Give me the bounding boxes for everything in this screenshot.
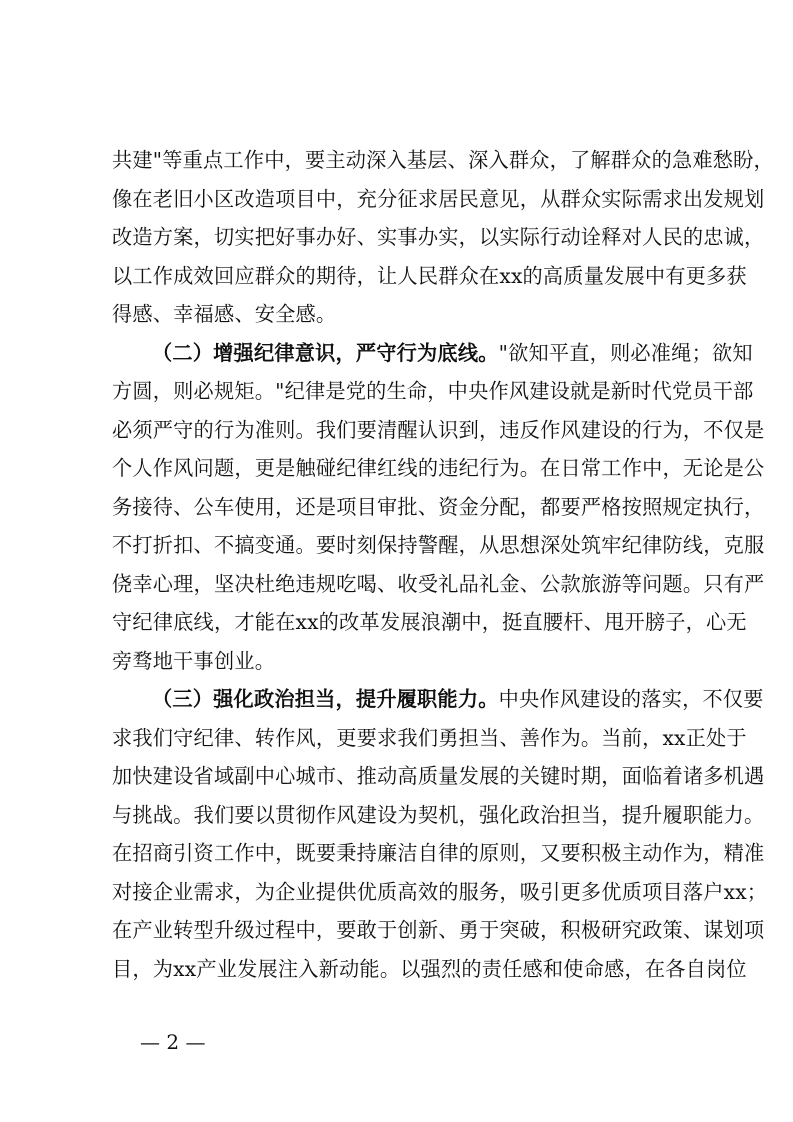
section-3-first-line-text: 中央作风建设的落实，不仅要 bbox=[498, 687, 764, 711]
paragraph-line: 旁骛地干事创业。 bbox=[112, 648, 276, 673]
paragraph-line: 对接企业需求，为企业提供优质高效的服务，吸引更多优质项目落户xx； bbox=[112, 879, 768, 904]
paragraph-line: 侥幸心理，坚决杜绝违规吃喝、收受礼品礼金、公款旅游等问题。只有严 bbox=[112, 571, 765, 596]
paragraph-line: 在招商引资工作中，既要秉持廉洁自律的原则，又要积极主动作为，精准 bbox=[112, 841, 765, 865]
paragraph-line: 与挑战。我们要以贯彻作风建设为契机，强化政治担当，提升履职能力。 bbox=[112, 802, 765, 827]
paragraph-line: 加快建设省域副中心城市、推动高质量发展的关键时期，面临着诸多机遇 bbox=[112, 764, 765, 788]
section-2-heading: （二）增强纪律意识，严守行为底线。 bbox=[152, 340, 499, 365]
paragraph-line: 像在老旧小区改造项目中，充分征求居民意见，从群众实际需求出发规划 bbox=[112, 186, 765, 211]
paragraph-line: 不打折扣、不搞变通。要时刻保持警醒，从思想深处筑牢纪律防线，克服 bbox=[112, 533, 765, 557]
page-number: — 2 — bbox=[140, 1030, 206, 1054]
paragraph-line: 在产业转型升级过程中，要敢于创新、勇于突破，积极研究政策、谋划项 bbox=[112, 918, 765, 942]
paragraph-line: 目，为xx产业发展注入新动能。以强烈的责任感和使命感，在各自岗位 bbox=[112, 956, 747, 981]
paragraph-line: 共建"等重点工作中，要主动深入基层、深入群众，了解群众的急难愁盼， bbox=[112, 148, 774, 172]
paragraph-line: 求我们守纪律、转作风，更要求我们勇担当、善作为。当前，xx正处于 bbox=[112, 725, 747, 750]
section-3-first-line bbox=[112, 680, 764, 719]
paragraph-line: 改造方案，切实把好事办好、实事办实，以实际行动诠释对人民的忠诚， bbox=[112, 225, 765, 249]
paragraph-line: 务接待、公车使用，还是项目审批、资金分配，都要严格按照规定执行， bbox=[112, 494, 765, 519]
paragraph-line: 个人作风问题，更是触碰纪律红线的违纪行为。在日常工作中，无论是公 bbox=[112, 456, 765, 480]
paragraph-line: 守纪律底线，才能在xx的改革发展浪潮中，挺直腰杆、甩开膀子，心无 bbox=[112, 610, 747, 634]
paragraph-line: 以工作成效回应群众的期待，让人民群众在xx的高质量发展中有更多获 bbox=[112, 263, 747, 288]
section-3-heading: （三）强化政治担当，提升履职能力。 bbox=[152, 687, 499, 711]
body-text bbox=[112, 141, 774, 988]
section-2-first-line-text: "欲知平直，则必准绳；欲知 bbox=[498, 340, 753, 365]
paragraph-line: 得感、幸福感、安全感。 bbox=[112, 302, 337, 326]
paragraph-line: 方圆，则必规矩。"纪律是党的生命，中央作风建设就是新时代党员干部 bbox=[112, 379, 754, 403]
paragraph-line: 必须严守的行为准则。我们要清醒认识到，违反作风建设的行为，不仅是 bbox=[112, 417, 765, 442]
section-2-first-line bbox=[112, 334, 753, 373]
